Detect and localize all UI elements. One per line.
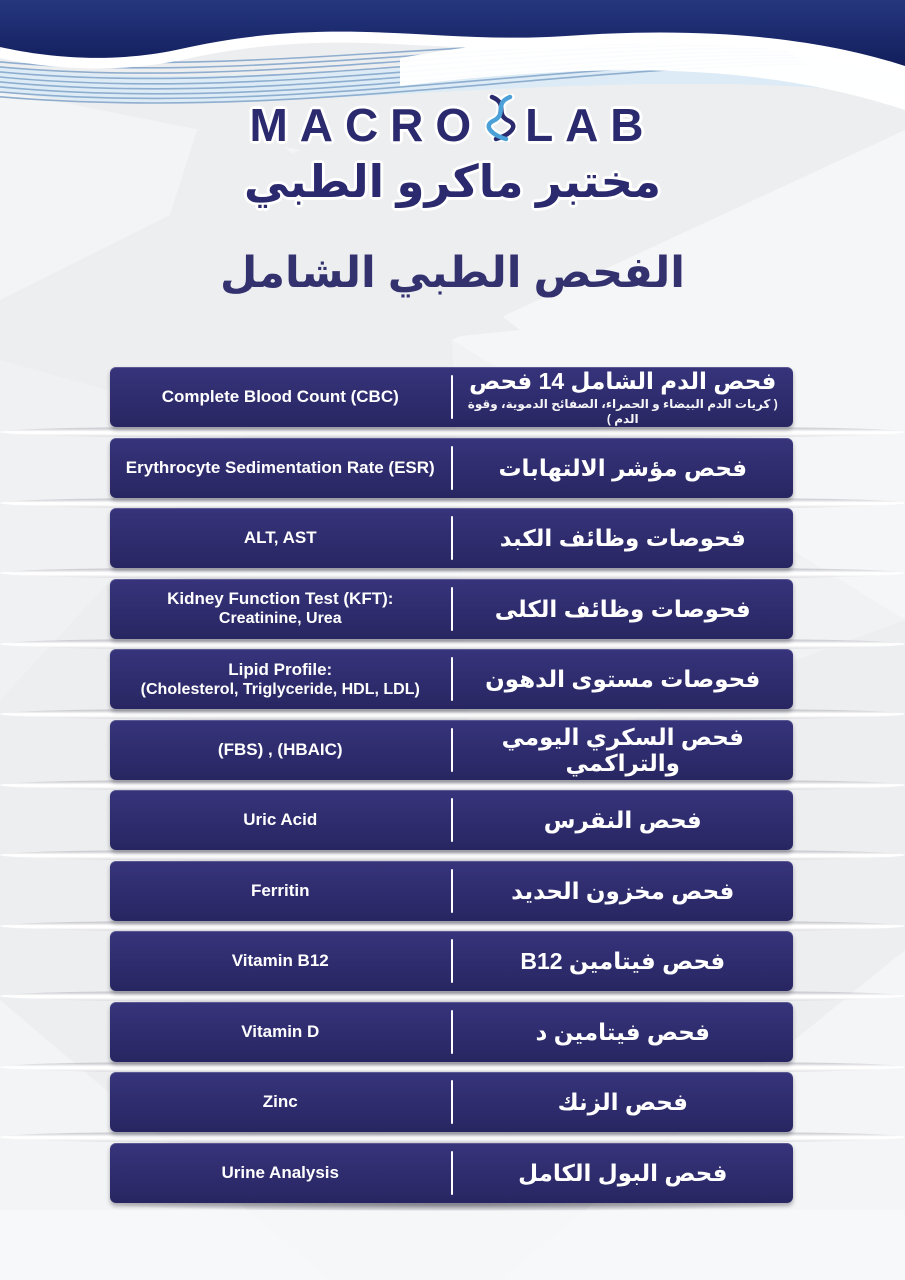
test-name-en-cell	[110, 649, 451, 709]
test-name-ar-cell	[453, 720, 794, 780]
test-bar	[110, 1002, 793, 1062]
test-name-ar: فحص فيتامين د	[535, 1018, 710, 1045]
brand-arabic-name: مختبر ماكرو الطبي	[244, 156, 661, 207]
test-name-ar-cell	[453, 790, 794, 850]
test-bar	[110, 790, 793, 850]
test-row	[0, 861, 905, 921]
test-name-en: Vitamin D	[241, 1021, 320, 1041]
test-name-ar: فحوصات وظائف الكلى	[494, 595, 751, 622]
test-bar	[110, 649, 793, 709]
test-bar	[110, 579, 793, 639]
test-name-ar-cell	[453, 1072, 794, 1132]
row-highlight-strip	[0, 638, 905, 650]
test-bar	[110, 861, 793, 921]
test-name-en-cell	[110, 1072, 451, 1132]
test-name-en: Ferritin	[250, 880, 310, 900]
row-highlight-strip	[0, 708, 905, 720]
test-name-en: Uric Acid	[243, 810, 318, 829]
test-name-ar-cell	[453, 1002, 794, 1062]
row-highlight-strip	[0, 1131, 905, 1143]
test-row	[0, 931, 905, 991]
row-highlight-strip	[0, 1061, 905, 1073]
row-highlight-strip	[0, 567, 905, 579]
test-name-ar-cell	[453, 861, 794, 921]
test-name-ar: فحص النقرس	[543, 807, 702, 833]
page-title: الفحص الطبي الشامل	[219, 249, 685, 297]
row-highlight-strip	[0, 849, 905, 861]
test-name-ar: فحص فيتامين B12	[520, 948, 726, 974]
test-name-en: Kidney Function Test (KFT):	[167, 589, 394, 608]
test-name-ar: فحص الدم الشامل 14 فحص	[469, 367, 777, 394]
test-name-ar: فحص السكري اليومي والتراكمي	[501, 723, 744, 776]
test-bar	[110, 1143, 793, 1203]
logo-word-macro: MACRO	[249, 98, 484, 151]
test-row	[0, 790, 905, 850]
test-name-ar-cell	[453, 579, 794, 639]
test-name-en: Urine Analysis	[221, 1162, 339, 1182]
test-name-en-cell	[110, 790, 451, 850]
test-row	[0, 438, 905, 498]
test-name-en-cell	[110, 438, 451, 498]
header-wave	[0, 0, 905, 120]
test-row	[0, 1143, 905, 1203]
test-name-en-cell	[110, 931, 451, 991]
test-name-en-cell	[110, 861, 451, 921]
test-name-en-cell	[110, 1002, 451, 1062]
test-name-ar-cell	[453, 508, 794, 568]
test-name-ar: فحص الزنك	[557, 1089, 688, 1115]
test-row	[0, 1002, 905, 1062]
test-name-ar-cell	[453, 438, 794, 498]
test-row	[0, 579, 905, 639]
test-name-en: Lipid Profile:	[228, 659, 333, 679]
test-name-en: Zinc	[262, 1092, 298, 1111]
test-name-en: Vitamin B12	[231, 951, 329, 970]
row-highlight-strip	[0, 920, 905, 932]
test-row	[0, 720, 905, 780]
tests-list	[0, 367, 905, 1213]
test-bar	[110, 508, 793, 568]
test-name-ar: فحوصات مستوى الدهون	[485, 666, 761, 692]
test-name-en-cell	[110, 579, 451, 639]
test-row	[0, 508, 905, 568]
test-name-en-cell	[110, 1143, 451, 1203]
test-name-ar-cell	[453, 931, 794, 991]
test-bar	[110, 438, 793, 498]
test-name-en: ALT, AST	[243, 528, 317, 547]
test-name-ar-cell	[453, 367, 794, 427]
test-name-ar-subtitle: ( كريات الدم البيضاء و الحمراء، الصفائح الدموية، وقوة الدم )	[467, 396, 778, 426]
test-name-ar-cell	[453, 649, 794, 709]
test-name-ar: فحص مخزون الحديد	[511, 877, 735, 904]
test-name-en-cell	[110, 367, 451, 427]
test-name-ar: فحص مؤشر الالتهابات	[498, 454, 748, 481]
test-bar	[110, 931, 793, 991]
test-bar	[110, 1072, 793, 1132]
test-name-ar: فحوصات وظائف الكبد	[499, 525, 746, 551]
test-name-en-line2: (Cholesterol, Triglyceride, HDL, LDL)	[140, 680, 420, 698]
test-bar	[110, 720, 793, 780]
logo-word-lab: LAB	[525, 98, 656, 151]
test-name-en: Complete Blood Count (CBC)	[161, 387, 399, 406]
row-highlight-strip	[0, 990, 905, 1002]
test-row	[0, 367, 905, 427]
test-row	[0, 649, 905, 709]
test-name-ar-cell	[453, 1143, 794, 1203]
test-name-ar: فحص البول الكامل	[518, 1159, 728, 1186]
test-bar	[110, 367, 793, 427]
row-highlight-strip	[0, 497, 905, 509]
test-name-en-cell	[110, 508, 451, 568]
row-highlight-strip	[0, 779, 905, 791]
test-name-en-line2: Creatinine, Urea	[218, 610, 342, 627]
test-name-en: (FBS) , (HBAIC)	[217, 739, 343, 759]
test-name-en-cell	[110, 720, 451, 780]
row-highlight-strip	[0, 426, 905, 438]
test-row	[0, 1072, 905, 1132]
test-name-en: Erythrocyte Sedimentation Rate (ESR)	[125, 457, 435, 477]
